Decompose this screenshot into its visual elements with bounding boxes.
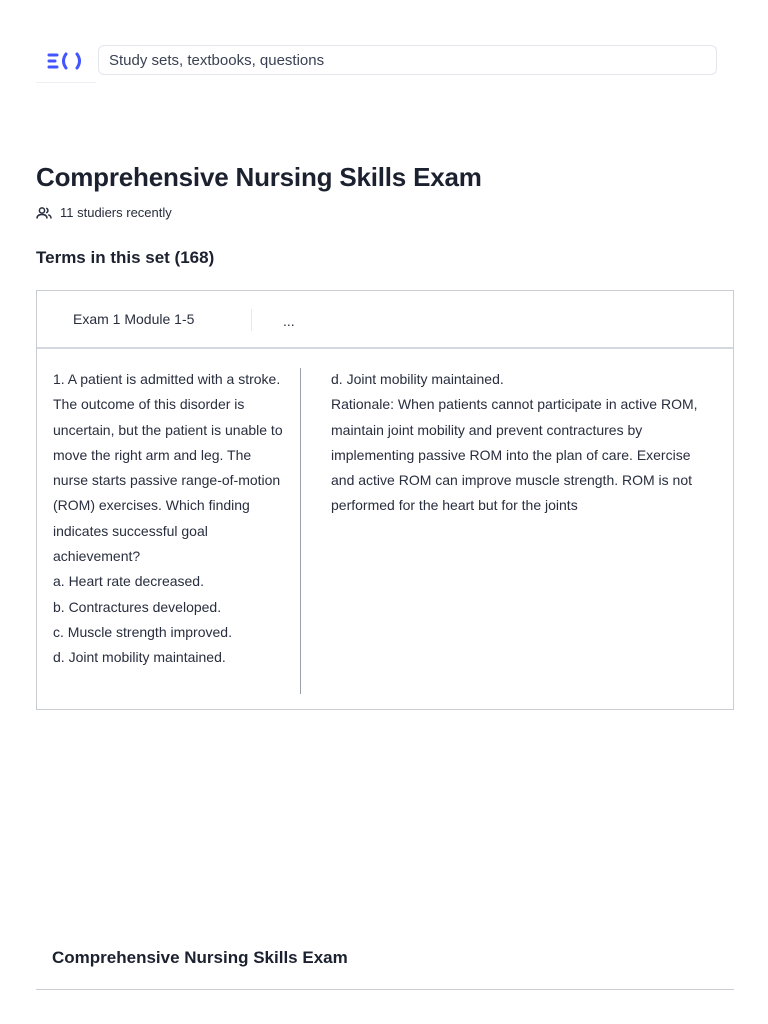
tab-divider xyxy=(251,309,252,331)
definition-answer: d. Joint mobility maintained. xyxy=(331,371,504,387)
footer-divider xyxy=(36,989,734,990)
column-divider xyxy=(300,368,301,694)
quizlet-logo[interactable] xyxy=(44,50,84,72)
search-input[interactable] xyxy=(107,51,716,70)
terms-heading: Terms in this set (168) xyxy=(36,248,215,267)
term-option-b: b. Contractures developed. xyxy=(53,598,222,615)
term-option-a: a. Heart rate decreased. xyxy=(53,573,204,590)
term-question: 1. A patient is admitted with a stroke. The outcome of this disorder is uncertain, but the patient is unable to move the right arm and leg. The nurse starts passive range-of-motion (ROM) exercises. Which finding indicates successful goal achievement? xyxy=(53,371,283,565)
search-bar[interactable] xyxy=(98,45,717,75)
footer-title: Comprehensive Nursing Skills Exam xyxy=(52,948,348,967)
logo-underline xyxy=(36,82,96,83)
card-tabs xyxy=(37,291,733,349)
term-text xyxy=(53,367,283,671)
definition-text xyxy=(331,367,701,519)
page-title: Comprehensive Nursing Skills Exam xyxy=(36,162,482,192)
tab-exam-1-module[interactable]: Exam 1 Module 1-5 xyxy=(73,311,195,327)
users-icon xyxy=(36,206,52,220)
flashcard xyxy=(36,290,734,710)
studiers-info xyxy=(36,205,172,220)
studiers-count: 11 studiers recently xyxy=(60,205,172,220)
definition-rationale: Rationale: When patients cannot participate in active ROM, maintain joint mobility and prevent contractures by implementing passive ROM into the plan of care. Exercise and active ROM can improve muscle strength. ROM is not performed for the heart but for the joints xyxy=(331,396,698,514)
term-option-d: d. Joint mobility maintained. xyxy=(53,649,226,666)
header xyxy=(0,0,768,84)
tab-more[interactable]: ... xyxy=(283,313,295,329)
term-option-c: c. Muscle strength improved. xyxy=(53,623,232,640)
quizlet-logo-icon xyxy=(44,50,84,72)
